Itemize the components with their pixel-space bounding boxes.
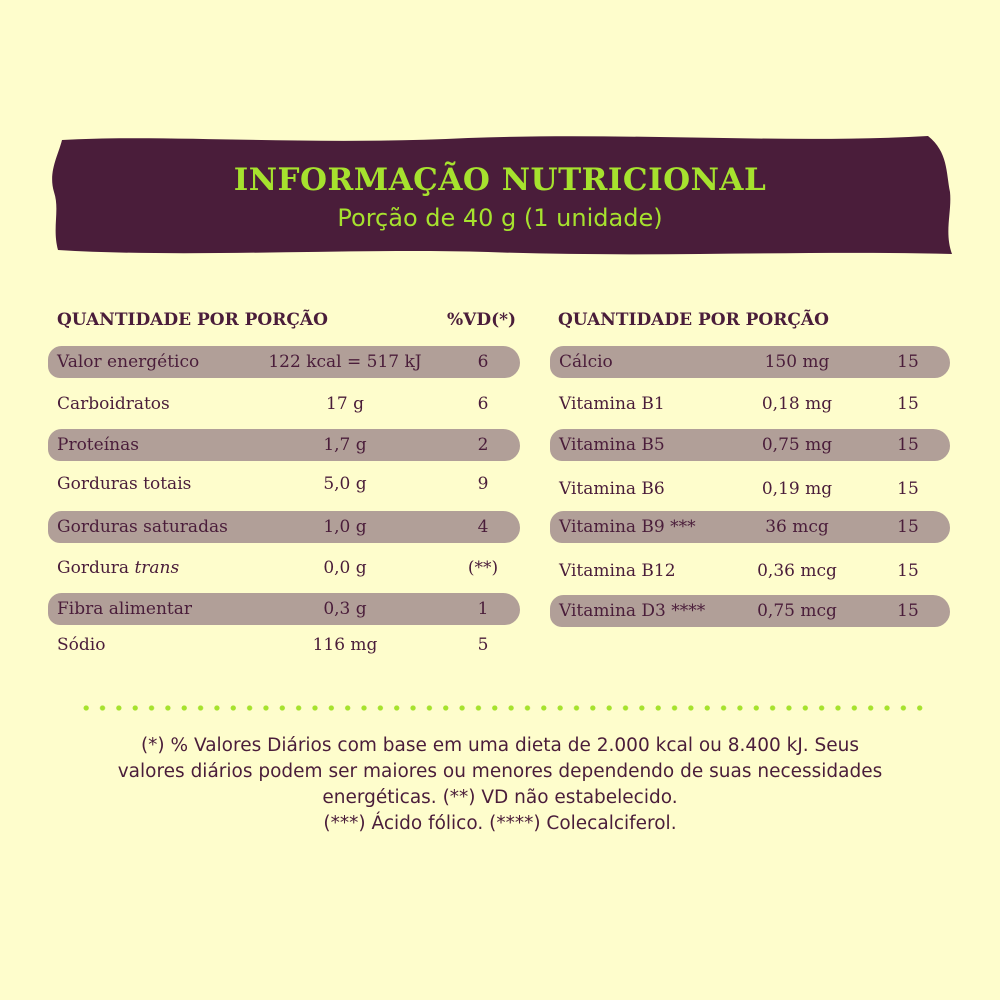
nutrient-amount: 1,7 g <box>323 435 367 455</box>
nutrient-name: Vitamina D3 **** <box>559 601 706 621</box>
nutrient-row <box>48 429 520 461</box>
nutrient-name <box>57 558 179 578</box>
nutrient-row <box>48 593 520 625</box>
nutrient-amount: 17 g <box>326 394 364 414</box>
nutrient-name: Carboidratos <box>57 394 170 414</box>
nutrient-name: Sódio <box>57 635 106 655</box>
serving-size: Porção de 40 g (1 unidade) <box>337 204 663 232</box>
nutrient-vd: 15 <box>897 352 919 372</box>
nutrient-row <box>48 468 520 500</box>
nutrient-vd: 6 <box>477 394 489 414</box>
nutrient-vd: 1 <box>477 599 489 619</box>
nutrient-row <box>550 346 950 378</box>
nutrient-name: Vitamina B5 <box>559 435 665 455</box>
nutrient-amount: 1,0 g <box>323 517 367 537</box>
nutrient-amount: 0,19 mg <box>761 479 833 499</box>
nutrient-name: Gorduras totais <box>57 474 192 494</box>
nutrient-row <box>550 511 950 543</box>
footnote-line: (***) Ácido fólico. (****) Colecalciferol. <box>323 813 677 834</box>
footnote-line: energéticas. (**) VD não estabelecido. <box>322 787 678 808</box>
nutrient-amount: 0,75 mcg <box>757 601 837 621</box>
footnote <box>50 733 950 837</box>
nutrient-amount: 0,0 g <box>323 558 367 578</box>
nutrient-vd: 15 <box>897 479 919 499</box>
nutrient-row <box>48 552 520 584</box>
nutrient-vd: 2 <box>477 435 489 455</box>
nutrient-vd: 6 <box>477 352 489 372</box>
footnote-line: (*) % Valores Diários com base em uma dieta de 2.000 kcal ou 8.400 kJ. Seus <box>140 735 860 756</box>
nutrient-name: Fibra alimentar <box>57 599 193 619</box>
nutrient-vd: 15 <box>897 394 919 414</box>
nutrient-amount: 36 mcg <box>765 517 829 537</box>
nutrient-name: Valor energético <box>57 352 200 372</box>
dotted-divider <box>78 704 928 712</box>
nutrient-name: Cálcio <box>559 352 613 372</box>
nutrient-vd: 15 <box>897 435 919 455</box>
nutrient-amount: 122 kcal = 517 kJ <box>268 352 422 372</box>
nutrient-row <box>48 388 520 420</box>
vd-heading: %VD(*) <box>447 310 517 330</box>
nutrient-amount: 116 mg <box>312 635 378 655</box>
nutrient-vd: 4 <box>477 517 489 537</box>
nutrient-name: Vitamina B9 *** <box>559 517 696 537</box>
nutrient-row <box>550 555 950 587</box>
nutrient-amount: 0,75 mg <box>761 435 833 455</box>
footnote-line: valores diários podem ser maiores ou menores dependendo de suas necessidades <box>117 761 883 782</box>
nutrient-amount: 5,0 g <box>323 474 367 494</box>
nutrient-name: Vitamina B1 <box>559 394 665 414</box>
nutrient-name: Proteínas <box>57 435 139 455</box>
nutrient-name-prefix: Gordura <box>57 558 135 578</box>
nutrient-vd: 15 <box>897 601 919 621</box>
nutrient-vd: 5 <box>477 635 489 655</box>
nutrient-row <box>550 595 950 627</box>
nutrient-row <box>48 346 520 378</box>
nutrient-row <box>48 629 520 661</box>
nutrient-vd: 15 <box>897 561 919 581</box>
nutrient-name: Vitamina B6 <box>559 479 665 499</box>
nutrient-row <box>550 473 950 505</box>
left-table-heading: QUANTIDADE POR PORÇÃO <box>57 310 328 330</box>
nutrient-row <box>550 429 950 461</box>
nutrient-amount: 0,3 g <box>323 599 367 619</box>
right-table-heading: QUANTIDADE POR PORÇÃO <box>558 310 829 330</box>
nutrient-row <box>48 511 520 543</box>
nutrient-name: Vitamina B12 <box>559 561 676 581</box>
nutrient-row <box>550 388 950 420</box>
nutrient-amount: 150 mg <box>764 352 830 372</box>
nutrient-vd: (**) <box>467 558 499 578</box>
nutrient-amount: 0,18 mg <box>761 394 833 414</box>
nutrient-name: Gorduras saturadas <box>57 517 228 537</box>
page-title: INFORMAÇÃO NUTRICIONAL <box>233 162 767 198</box>
nutrient-name-italic: trans <box>134 558 180 578</box>
nutrient-amount: 0,36 mcg <box>757 561 837 581</box>
nutrient-vd: 9 <box>477 474 489 494</box>
nutrient-vd: 15 <box>897 517 919 537</box>
